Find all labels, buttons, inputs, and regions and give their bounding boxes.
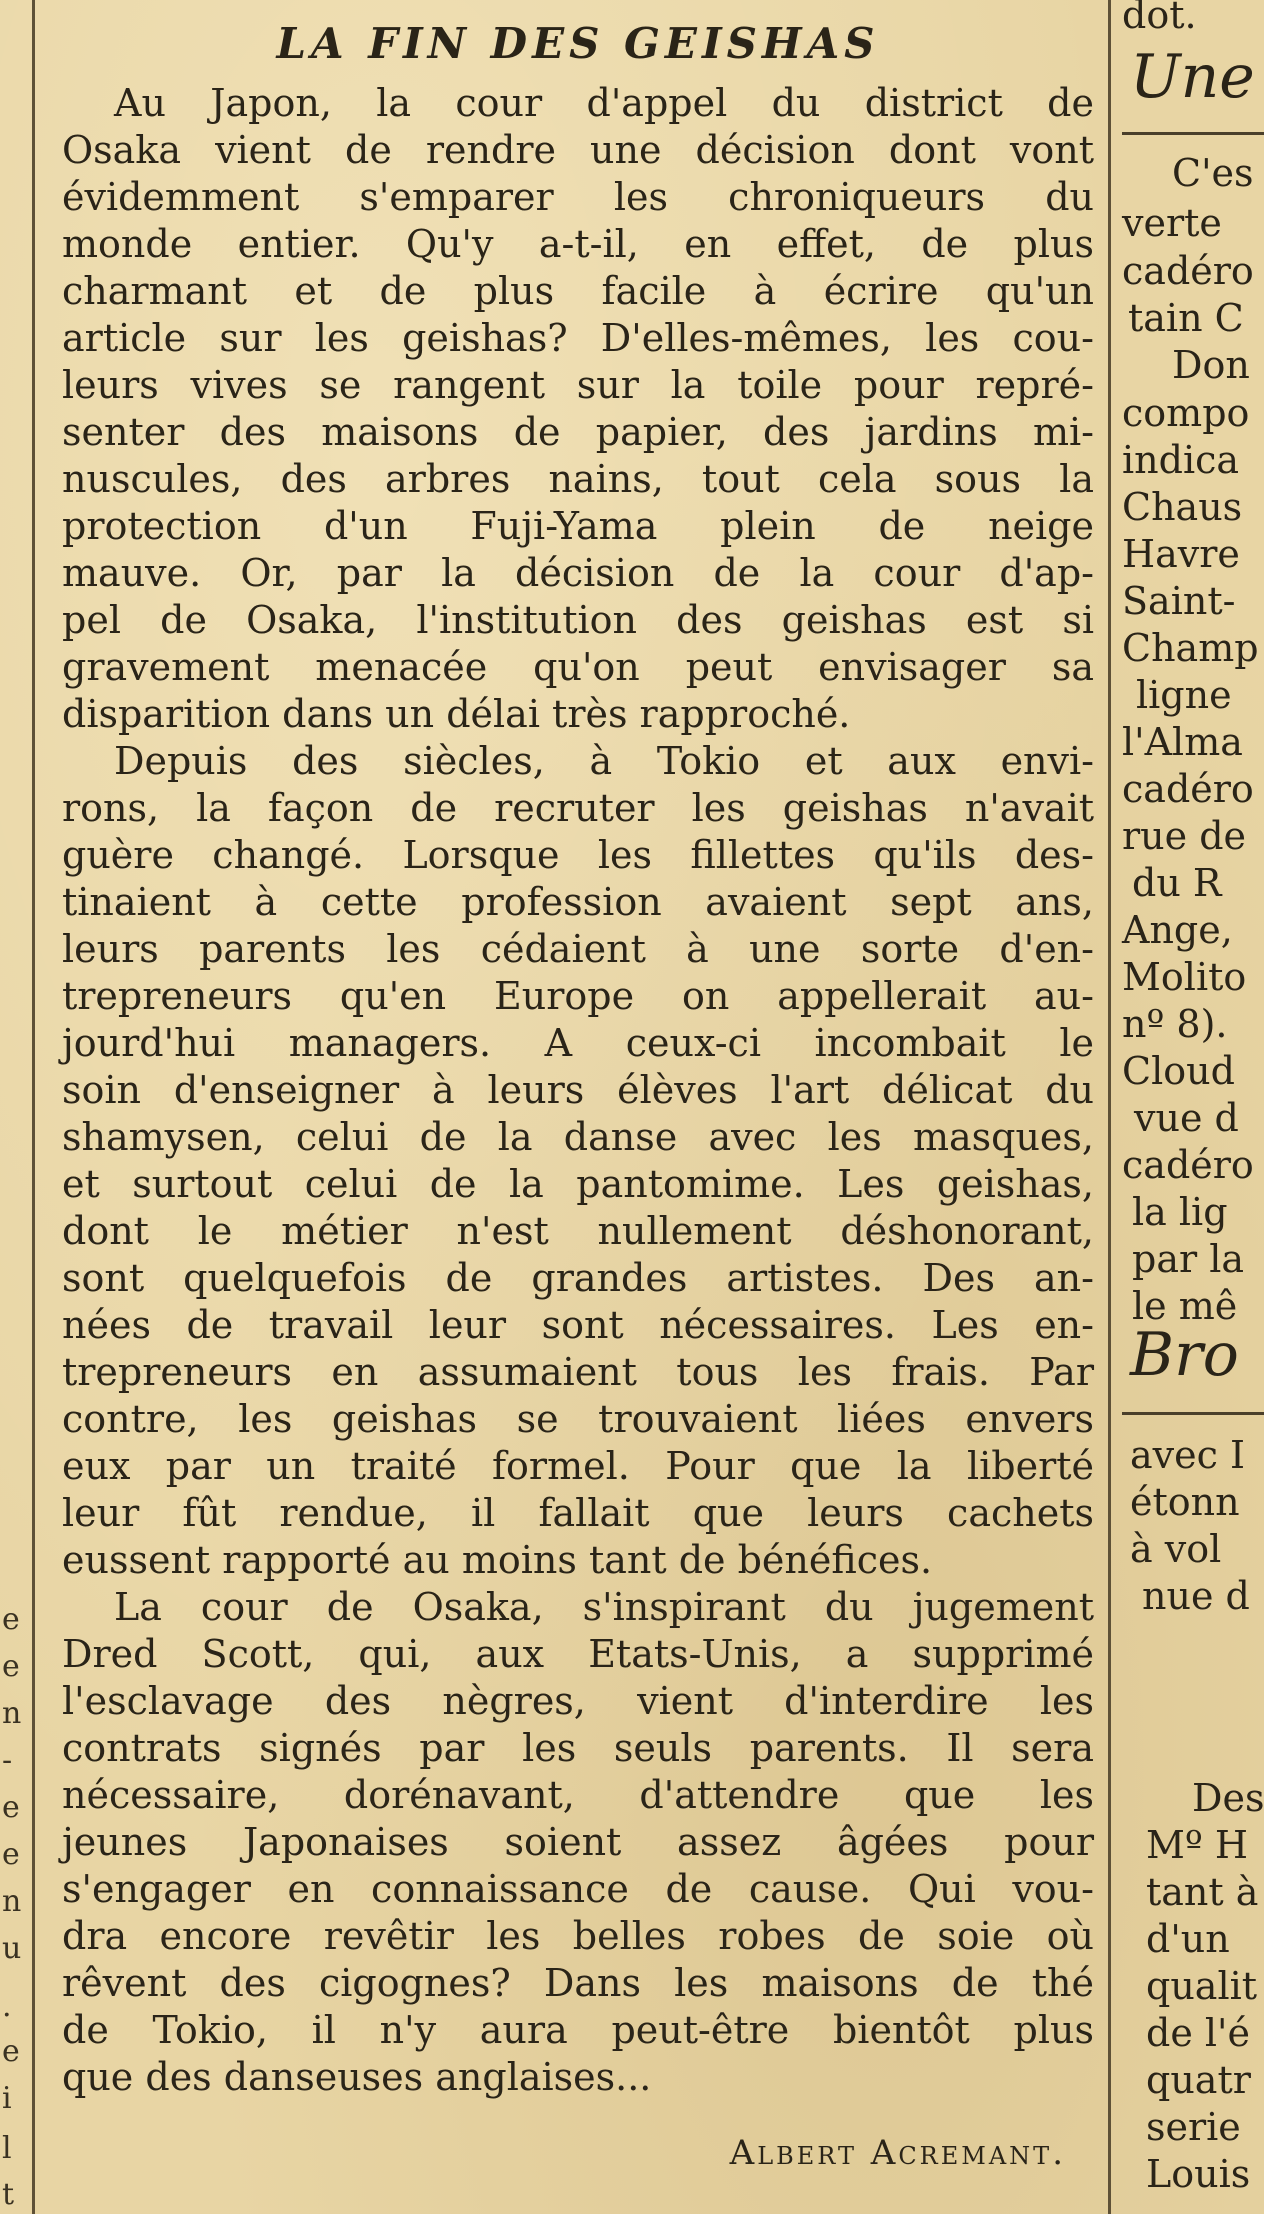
text-line: article sur les geishas? D'elles-mêmes, les cou- <box>62 316 1094 360</box>
right-column-line: tant à <box>1146 1870 1259 1914</box>
text-line: l'esclavage des nègres, vient d'interdire les <box>62 1679 1094 1723</box>
right-column-line: indica <box>1122 438 1240 482</box>
text-line: eux par un traité formel. Pour que la liberté <box>62 1444 1094 1488</box>
text-line: senter des maisons de papier, des jardins mi- <box>62 410 1094 454</box>
right-column-heading: Bro <box>1130 1320 1239 1390</box>
right-column-line: ligne <box>1136 673 1232 717</box>
right-column-line: étonn <box>1130 1480 1240 1524</box>
text-line: de Tokio, il n'y aura peut-être bientôt plus <box>62 2008 1094 2052</box>
text-line: sont quelquefois de grandes artistes. Des an- <box>62 1256 1094 1300</box>
text-line: eussent rapporté au moins tant de bénéfices. <box>62 1538 933 1582</box>
margin-char: e <box>2 1650 20 1684</box>
right-column-line: vue d <box>1134 1096 1239 1140</box>
text-line: guère changé. Lorsque les fillettes qu'ils des- <box>62 833 1094 877</box>
right-column-line: dot. <box>1122 0 1197 37</box>
right-column-line: Chaus <box>1122 485 1243 529</box>
text-line: Depuis des siècles, à Tokio et aux envi- <box>114 739 1094 783</box>
margin-char: e <box>2 1791 20 1825</box>
text-line: gravement menacée qu'on peut envisager sa <box>62 645 1094 689</box>
article-paragraph <box>62 80 1094 738</box>
article-paragraph <box>62 738 1094 1584</box>
text-line: jourd'hui managers. A ceux-ci incombait le <box>62 1021 1094 1065</box>
text-line: protection d'un Fuji-Yama plein de neige <box>62 504 1094 548</box>
text-line: Osaka vient de rendre une décision dont vont <box>62 128 1094 172</box>
right-column-line: serie <box>1146 2105 1241 2149</box>
right-column-line: cadéro <box>1122 1143 1254 1187</box>
right-column-divider <box>1122 132 1264 135</box>
column-rule-right <box>1108 0 1111 2214</box>
text-line: nées de travail leur sont nécessaires. Les en- <box>62 1303 1094 1347</box>
right-column-line: quatr <box>1146 2058 1251 2102</box>
text-line: leurs parents les cédaient à une sorte d'en- <box>62 927 1094 971</box>
text-line: leurs vives se rangent sur la toile pour repré- <box>62 363 1094 407</box>
text-line: contre, les geishas se trouvaient liées envers <box>62 1397 1094 1441</box>
right-column-line: rue de <box>1122 814 1247 858</box>
margin-char: n <box>2 1885 22 1919</box>
text-line: s'engager en connaissance de cause. Qui vou- <box>62 1867 1094 1911</box>
text-line: Au Japon, la cour d'appel du district de <box>114 81 1094 125</box>
text-line: nuscules, des arbres nains, tout cela sous la <box>62 457 1094 501</box>
right-column-line: à vol <box>1130 1527 1222 1571</box>
text-line: évidemment s'emparer les chroniqueurs du <box>62 175 1094 219</box>
margin-char: e <box>2 1603 20 1637</box>
margin-char: - <box>2 1744 13 1778</box>
margin-char: t <box>2 2178 15 2212</box>
right-column-line: Des <box>1192 1776 1264 1820</box>
text-line: soin d'enseigner à leurs élèves l'art délicat du <box>62 1068 1094 1112</box>
margin-char: l <box>2 2132 12 2166</box>
right-column-line: Havre <box>1122 532 1240 576</box>
text-line: dont le métier n'est nullement déshonorant, <box>62 1209 1094 1253</box>
right-column-line: Cloud <box>1122 1049 1235 1093</box>
text-line: trepreneurs en assumaient tous les frais. Par <box>62 1350 1094 1394</box>
right-column-line: de l'é <box>1146 2011 1250 2055</box>
right-column-line: Molito <box>1122 955 1247 999</box>
text-line: jeunes Japonaises soient assez âgées pour <box>62 1820 1094 1864</box>
article-title: LA FIN DES GEISHAS <box>276 19 880 68</box>
text-line: charmant et de plus facile à écrire qu'un <box>62 269 1094 313</box>
left-column-fragment <box>0 0 30 2214</box>
text-line: que des danseuses anglaises... <box>62 2055 652 2099</box>
right-column-line: verte <box>1122 201 1222 245</box>
text-line: mauve. Or, par la décision de la cour d'ap- <box>62 551 1094 595</box>
margin-char: i <box>2 2082 12 2116</box>
right-column-line: le mê <box>1132 1284 1238 1328</box>
right-column-line: Louis <box>1146 2152 1251 2196</box>
text-line: monde entier. Qu'y a-t-il, en effet, de plus <box>62 222 1094 266</box>
margin-char: u <box>2 1932 22 1966</box>
text-line: disparition dans un délai très rapproché. <box>62 692 851 736</box>
margin-char: e <box>2 2035 20 2069</box>
right-column-divider <box>1122 1412 1264 1415</box>
text-line: shamysen, celui de la danse avec les masques, <box>62 1115 1094 1159</box>
margin-char: . <box>2 1990 12 2024</box>
right-column-line: d'un <box>1146 1917 1230 1961</box>
text-line: tinaient à cette profession avaient sept ans, <box>62 880 1094 924</box>
text-line: rêvent des cigognes? Dans les maisons de thé <box>62 1961 1094 2005</box>
right-column-line: Don <box>1172 343 1250 387</box>
right-column-line: cadéro <box>1122 249 1254 293</box>
right-column-line: la lig <box>1132 1190 1228 1234</box>
column-rule-left <box>32 0 35 2214</box>
text-line: rons, la façon de recruter les geishas n'avait <box>62 786 1094 830</box>
right-column-line: avec I <box>1130 1433 1245 1477</box>
article-paragraph <box>62 1584 1094 2101</box>
text-line: nécessaire, dorénavant, d'attendre que les <box>62 1773 1094 1817</box>
text-line: dra encore revêtir les belles robes de soie où <box>62 1914 1094 1958</box>
right-column-line: Saint- <box>1122 579 1236 623</box>
article-signature: Albert Acremant. <box>729 2133 1066 2173</box>
right-column-line: Mº H <box>1146 1823 1248 1867</box>
text-line: leur fût rendue, il fallait que leurs cachets <box>62 1491 1094 1535</box>
right-column-line: C'es <box>1172 151 1254 195</box>
article <box>62 18 1094 2173</box>
text-line: trepreneurs qu'en Europe on appellerait au- <box>62 974 1094 1018</box>
right-column-fragment <box>1118 0 1264 2214</box>
right-column-line: par la <box>1132 1237 1245 1281</box>
right-column-line: qualit <box>1146 1964 1258 2008</box>
right-column-line: du R <box>1132 861 1222 905</box>
text-line: contrats signés par les seuls parents. Il sera <box>62 1726 1094 1770</box>
article-body <box>62 80 1094 2101</box>
text-line: Dred Scott, qui, aux Etats-Unis, a supprimé <box>62 1632 1094 1676</box>
right-column-line: cadéro <box>1122 767 1254 811</box>
right-column-line: nue d <box>1142 1574 1250 1618</box>
margin-char: e <box>2 1838 20 1872</box>
right-column-line: Ange, <box>1122 908 1233 952</box>
right-column-line: Champ <box>1122 626 1259 670</box>
right-column-line: l'Alma <box>1122 720 1243 764</box>
text-line: et surtout celui de la pantomime. Les geishas, <box>62 1162 1094 1206</box>
right-column-line: nº 8). <box>1122 1002 1228 1046</box>
text-line: La cour de Osaka, s'inspirant du jugement <box>114 1585 1094 1629</box>
right-column-heading: Une <box>1130 42 1255 112</box>
right-column-line: compo <box>1122 391 1250 435</box>
text-line: pel de Osaka, l'institution des geishas est si <box>62 598 1094 642</box>
margin-char: n <box>2 1697 22 1731</box>
right-column-line: tain C <box>1128 296 1244 340</box>
